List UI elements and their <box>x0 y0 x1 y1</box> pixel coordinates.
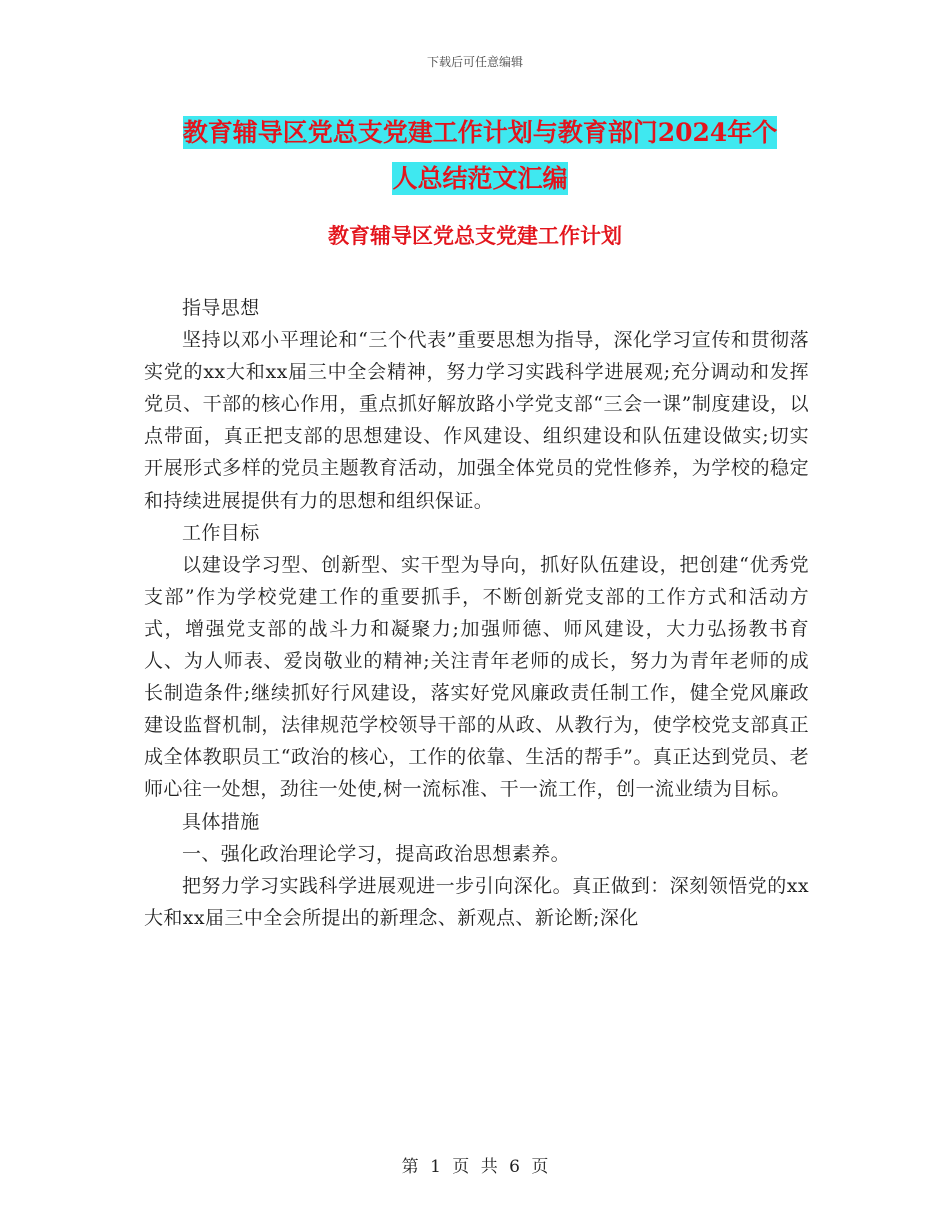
paragraph-work-goals: 以建设学习型、创新型、实干型为导向，抓好队伍建设，把创建“优秀党支部”作为学校党建工作的重要抓手，不断创新党支部的工作方式和活动方式，增强党支部的战斗力和凝聚力;加强师德、师风建设，大力弘扬教书育人、为人师表、爱岗敬业的精神;关注青年老师的成长，努力为青年老师的成长制造条件;继续抓好行风建设，落实好党风廉政责任制工作，健全党风廉政建设监督机制，法律规范学校领导干部的从政、从教行为，使学校党支部真正成全体教职员工“政治的核心，工作的依靠、生活的帮手”。真正达到党员、老师心往一处想，劲往一处使,树一流标准、干一流工作，创一流业绩为目标。 <box>144 553 809 801</box>
page-footer: 第 1 页 共 6 页 <box>401 1157 549 1177</box>
paragraph-guiding-thought: 坚持以邓小平理论和“三个代表”重要思想为指导，深化学习宣传和贯彻落实党的xx大和xx届三中全会精神，努力学习实践科学进展观;充分调动和发挥党员、干部的核心作用，重点抓好解放路小学党支部“三会一课”制度建设，以点带面，真正把支部的思想建设、作风建设、组织建设和队伍建设做实;切实开展形式多样的党员主题教育活动，加强全体党员的党性修养，为学校的稳定和持续进展提供有力的思想和组织保证。 <box>144 329 809 512</box>
document-title-line-2: 人总结范文汇编 <box>392 164 568 193</box>
section-title: 教育辅导区党总支党建工作计划 <box>328 223 622 248</box>
heading-work-goals: 工作目标 <box>182 521 260 544</box>
measure-item-1: 一、强化政治理论学习，提高政治思想素养。 <box>182 842 571 865</box>
document-body <box>144 292 809 934</box>
document-title <box>140 110 820 202</box>
document-title-line-1: 教育辅导区党总支党建工作计划与教育部门2024年个 <box>182 118 778 147</box>
page-header: 下载后可任意编辑 <box>426 55 523 69</box>
paragraph-measure-1: 把努力学习实践科学进展观进一步引向深化。真正做到：深刻领悟党的xx大和xx届三中全会所提出的新理念、新观点、新论断;深化 <box>144 874 809 929</box>
heading-specific-measures: 具体措施 <box>182 810 260 833</box>
heading-guiding-thought: 指导思想 <box>182 297 260 319</box>
